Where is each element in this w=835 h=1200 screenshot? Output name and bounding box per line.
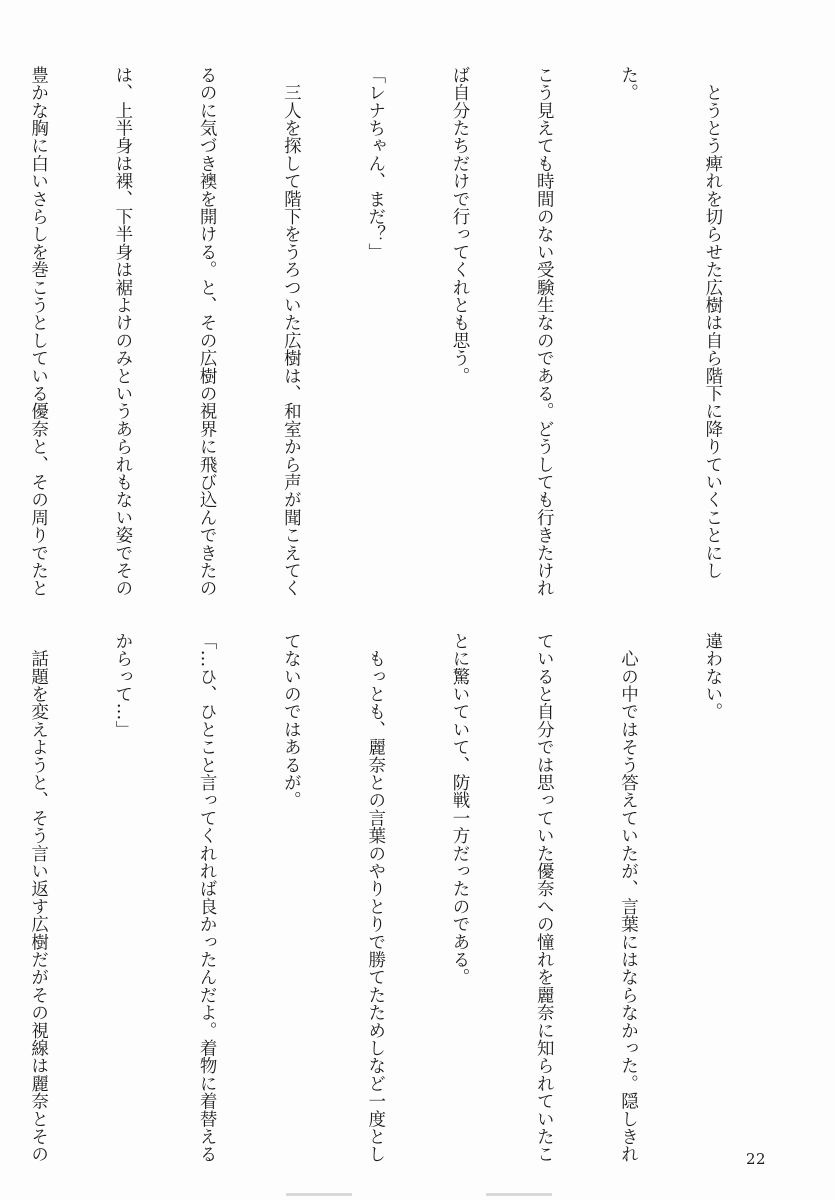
text-line: 心の中ではそう答えていたが、言葉にはならなかった。隠しきれ (618, 632, 639, 1163)
text-line: からって…」 (112, 632, 133, 739)
page-number: 22 (745, 1150, 767, 1168)
text-line: とに驚いていて、防戦一方だったのである。 (449, 632, 470, 986)
text-line: 違わない。 (702, 632, 723, 721)
text-line: てないのではあるが。 (281, 632, 302, 809)
text-line: 豊かな胸に白いさらしを巻こうとしている優奈と、その周りでたと (28, 66, 49, 597)
scan-edge-mark (286, 1193, 352, 1196)
text-line: 話題を変えようと、そう言い返す広樹だがその視線は麗奈とその (28, 632, 49, 1163)
text-line: ば自分たちだけで行ってくれとも思う。 (449, 66, 470, 385)
text-line: た。 (618, 66, 639, 102)
text-line: こう見えても時間のない受験生なのである。どうしても行きたけれ (534, 66, 555, 597)
text-line: ていると自分では思っていた優奈への憧れを麗奈に知られていたこ (534, 632, 555, 1163)
scan-edge-mark (486, 1193, 552, 1196)
upper-text-block (28, 66, 783, 611)
text-line: は、上半身は裸、下半身は裾よけのみというあられもない姿でその (112, 66, 133, 597)
text-line: るのに気づき襖を開ける。と、その広樹の視界に飛び込んできたの (197, 66, 218, 597)
text-line: とうとう痺れを切らせた広樹は自ら階下に降りていくことにし (702, 66, 723, 580)
text-line: 「レナちゃん、まだ？」 (365, 66, 386, 261)
text-line: もっとも、麗奈との言葉のやりとりで勝てたためしなど一度とし (365, 632, 386, 1163)
text-line: 「…ひ、ひとこと言ってくれれば良かったんだよ。着物に着替える (197, 632, 218, 1163)
text-line: 三人を探して階下をうろついた広樹は、和室から声が聞こえてく (281, 66, 302, 597)
